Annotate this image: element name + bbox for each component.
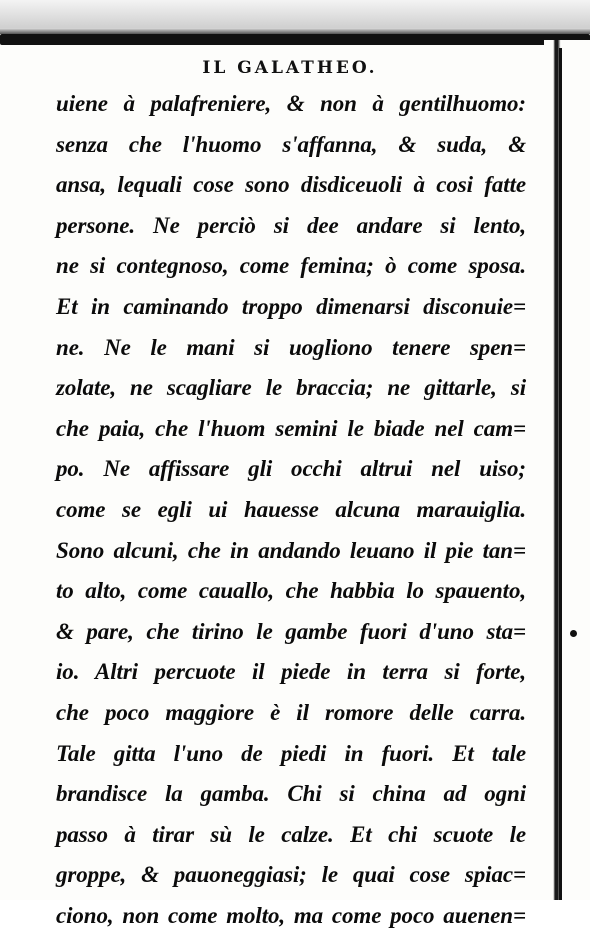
- text-line: senza che l'huomo s'affanna, & suda, &: [56, 131, 526, 157]
- text-line: Sono alcuni, che in andando leuano il pie tan=: [56, 537, 526, 563]
- text-line: groppe, & pauoneggiasi; le quai cose spiac=: [56, 862, 526, 888]
- text-line: ne si contegnoso, come femina; ò come sposa.: [56, 253, 526, 279]
- text-line: ciono, non come molto, ma come poco auenen=: [56, 902, 526, 928]
- text-line: Tale gitta l'uno de piedi in fuori. Et tale: [56, 740, 526, 766]
- text-line: uiene à palafreniere, & non à gentilhuomo:: [56, 91, 526, 116]
- scan-top-margin: [0, 0, 590, 28]
- running-head: IL GALATHEO.: [202, 58, 378, 78]
- text-line: & pare, che tirino le gambe fuori d'uno sta=: [56, 618, 526, 644]
- text-line: passo à tirar sù le calze. Et chi scuote le: [56, 821, 526, 847]
- text-line: ne. Ne le mani si uogliono tenere spen=: [56, 334, 526, 360]
- text-line: come se egli ui hauesse alcuna marauiglia.: [56, 496, 526, 522]
- ink-spot: [570, 630, 577, 637]
- binding-edge: [544, 40, 590, 900]
- text-line: zolate, ne scagliare le braccia; ne gittarle, si: [56, 375, 526, 401]
- text-line: Et in caminando troppo dimenarsi disconuie=: [56, 293, 526, 319]
- text-line: che poco maggiore è il romore delle carra.: [56, 699, 526, 725]
- text-line: po. Ne affissare gli occhi altrui nel uiso;: [56, 456, 526, 482]
- text-line: io. Altri percuote il piede in terra si forte,: [56, 659, 526, 685]
- body-text: [56, 84, 526, 936]
- text-line: che paia, che l'huom semini le biade nel cam=: [56, 415, 526, 441]
- binding-edge-line: [559, 48, 562, 900]
- text-line: brandisce la gamba. Chi si china ad ogni: [56, 781, 526, 807]
- top-border-rule: [0, 34, 590, 45]
- text-line: to alto, come cauallo, che habbia lo spauento,: [56, 578, 526, 604]
- text-line: ansa, lequali cose sono disdiceuoli à cosi fatte: [56, 172, 526, 198]
- text-line: persone. Ne perciò si dee andare si lento,: [56, 212, 526, 238]
